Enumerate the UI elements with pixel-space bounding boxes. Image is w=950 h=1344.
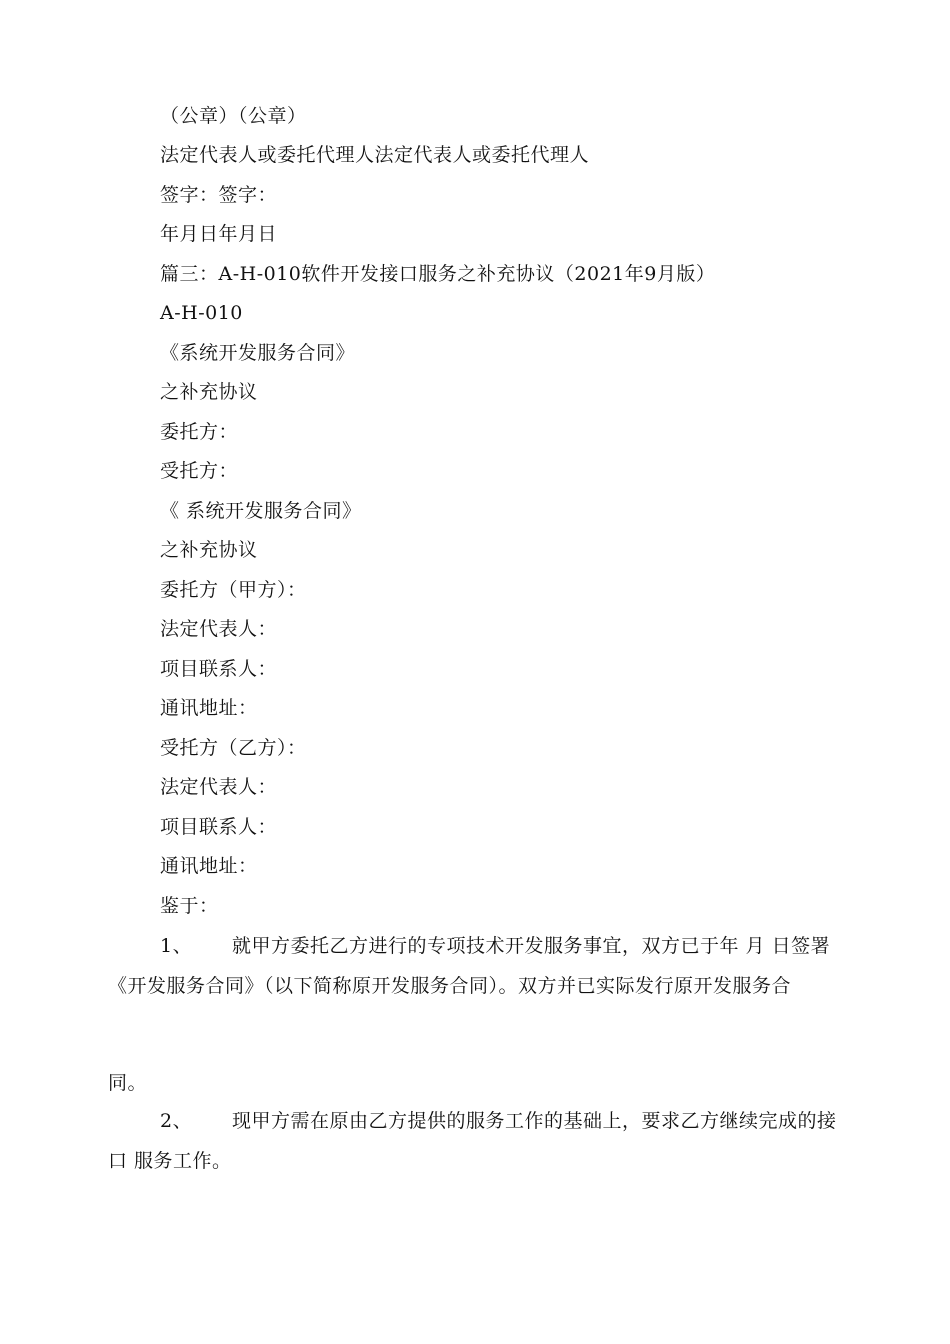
whereas-label: 鉴于： (160, 895, 219, 917)
document-code: A-H-010 (160, 302, 243, 324)
clause-1-continuation: 同。 (108, 1072, 148, 1094)
party-b-address: 通讯地址： (160, 855, 258, 877)
clause-1-number: 1、 (160, 935, 193, 957)
section-title: 篇三：A-H-010软件开发接口服务之补充协议（2021年9月版） (160, 263, 716, 285)
clause-1-text: 就甲方委托乙方进行的专项技术开发服务事宜，双方已于年 月 日签署 《开发服务合同》（以下简称原开发服务合同）。双方并已实际发行原开发服务合 (108, 935, 831, 997)
seal-line: （公章）（公章） (160, 105, 307, 127)
contractor-label: 受托方： (160, 460, 239, 482)
party-a-representative: 法定代表人： (160, 618, 278, 640)
date-line: 年月日年月日 (160, 223, 278, 245)
clause-2-number: 2、 (160, 1110, 193, 1132)
party-a-address: 通讯地址： (160, 697, 258, 719)
clause-2 (108, 1101, 843, 1181)
contract-title-2: 《 系统开发服务合同》 (160, 500, 362, 522)
party-a-label: 委托方（甲方）： (160, 579, 307, 601)
representative-line: 法定代表人或委托代理人法定代表人或委托代理人 (160, 144, 590, 166)
party-a-contact: 项目联系人： (160, 658, 278, 680)
party-b-contact: 项目联系人： (160, 816, 278, 838)
contract-title: 《系统开发服务合同》 (160, 342, 356, 364)
signature-line: 签字：签字： (160, 184, 278, 206)
supplement-title: 之补充协议 (160, 381, 258, 403)
client-label: 委托方： (160, 421, 239, 443)
supplement-title-2: 之补充协议 (160, 539, 258, 561)
clause-1 (108, 926, 843, 1006)
party-b-representative: 法定代表人： (160, 776, 278, 798)
clause-2-text: 现甲方需在原由乙方提供的服务工作的基础上，要求乙方继续完成的接口 服务工作。 (108, 1110, 837, 1172)
party-b-label: 受托方（乙方）： (160, 737, 307, 759)
